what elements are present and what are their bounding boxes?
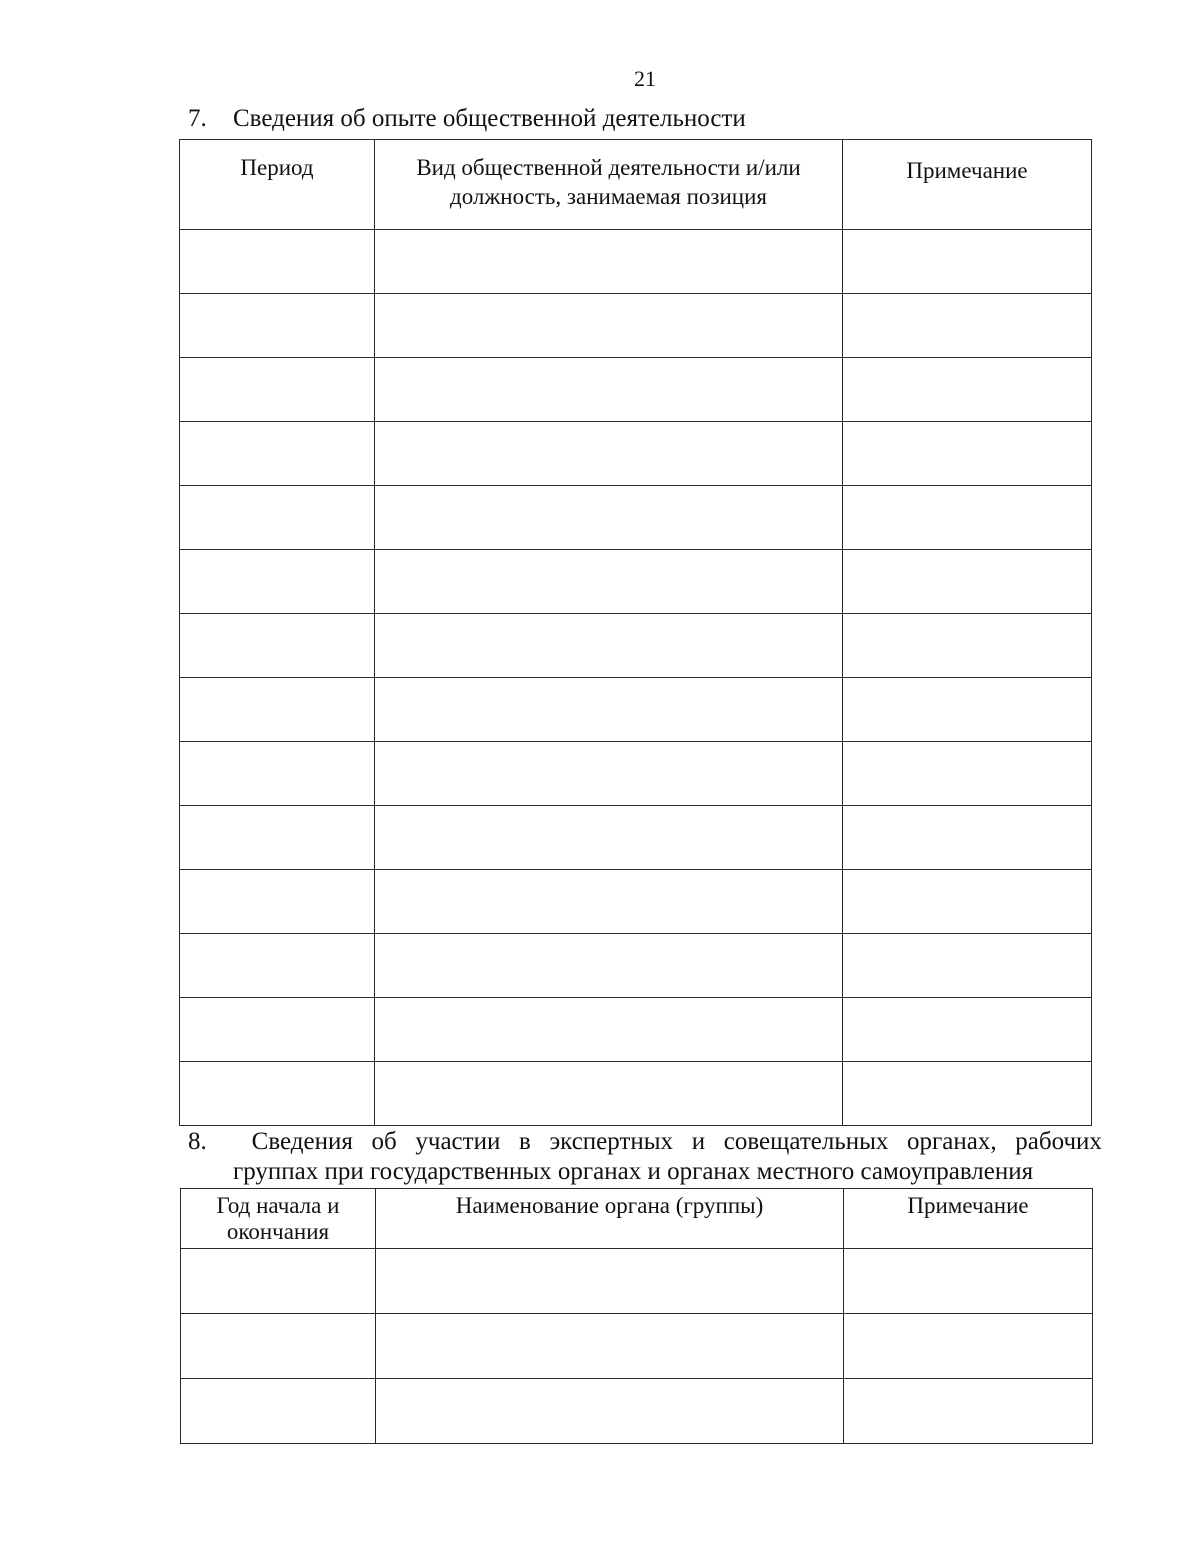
table-row <box>180 870 1092 934</box>
empty-period-cell[interactable] <box>180 294 375 358</box>
empty-note-cell[interactable] <box>843 742 1092 806</box>
empty-activity-cell[interactable] <box>376 1314 844 1379</box>
empty-period-cell[interactable] <box>180 870 375 934</box>
empty-note-cell[interactable] <box>843 614 1092 678</box>
table-row <box>180 934 1092 998</box>
table-row <box>180 614 1092 678</box>
expert-bodies-table-body <box>181 1249 1093 1444</box>
page-number: 21 <box>634 66 656 91</box>
empty-activity-cell[interactable] <box>375 550 843 614</box>
empty-period-cell[interactable] <box>180 678 375 742</box>
table-row <box>181 1379 1093 1444</box>
empty-note-cell[interactable] <box>844 1314 1093 1379</box>
social-activity-table <box>179 139 1092 1126</box>
section-8-title-word: Сведения <box>251 1128 353 1155</box>
section-7-title: Сведения об опыте общественной деятельности <box>233 105 746 132</box>
empty-period-cell[interactable] <box>180 1062 375 1126</box>
empty-activity-cell[interactable] <box>375 998 843 1062</box>
empty-note-cell[interactable] <box>843 998 1092 1062</box>
empty-activity-cell[interactable] <box>375 294 843 358</box>
section-8-title-word: участии <box>415 1128 501 1155</box>
empty-period-cell[interactable] <box>180 486 375 550</box>
empty-note-cell[interactable] <box>844 1249 1093 1314</box>
social-activity-table-body <box>180 230 1092 1126</box>
section-8-title-line-1 <box>188 1127 1102 1157</box>
empty-period-cell[interactable] <box>180 550 375 614</box>
empty-activity-cell[interactable] <box>375 486 843 550</box>
section-8-title-word: и <box>691 1128 706 1155</box>
empty-activity-cell[interactable] <box>375 934 843 998</box>
section-8-title-word: экспертных <box>549 1128 674 1155</box>
table-header-row <box>181 1189 1093 1249</box>
section-8-title-word: об <box>371 1128 397 1155</box>
table-row <box>180 998 1092 1062</box>
table-row <box>180 486 1092 550</box>
empty-period-cell[interactable] <box>181 1314 376 1379</box>
empty-note-cell[interactable] <box>843 230 1092 294</box>
section-8-heading <box>188 1127 1102 1187</box>
table-row <box>180 230 1092 294</box>
empty-activity-cell[interactable] <box>376 1379 844 1444</box>
empty-activity-cell[interactable] <box>375 742 843 806</box>
column-header-note: Примечание <box>843 140 1092 230</box>
empty-period-cell[interactable] <box>180 742 375 806</box>
empty-note-cell[interactable] <box>843 550 1092 614</box>
empty-activity-cell[interactable] <box>375 870 843 934</box>
section-8-title-word: рабочих <box>1015 1128 1102 1155</box>
table-row <box>180 1062 1092 1126</box>
empty-activity-cell[interactable] <box>375 358 843 422</box>
empty-period-cell[interactable] <box>180 998 375 1062</box>
table-row <box>180 550 1092 614</box>
empty-period-cell[interactable] <box>180 422 375 486</box>
empty-activity-cell[interactable] <box>375 806 843 870</box>
section-8-number: 8. <box>188 1128 207 1155</box>
empty-period-cell[interactable] <box>181 1379 376 1444</box>
column-header-period: Период <box>180 140 375 230</box>
empty-activity-cell[interactable] <box>375 1062 843 1126</box>
empty-note-cell[interactable] <box>843 486 1092 550</box>
empty-period-cell[interactable] <box>181 1249 376 1314</box>
empty-period-cell[interactable] <box>180 230 375 294</box>
column-header-years: Год начала и окончания <box>181 1189 376 1249</box>
empty-activity-cell[interactable] <box>375 230 843 294</box>
table-row <box>180 806 1092 870</box>
empty-activity-cell[interactable] <box>376 1249 844 1314</box>
table-row <box>180 358 1092 422</box>
empty-activity-cell[interactable] <box>375 614 843 678</box>
empty-period-cell[interactable] <box>180 934 375 998</box>
empty-note-cell[interactable] <box>843 870 1092 934</box>
column-header-body-name: Наименование органа (группы) <box>376 1189 844 1249</box>
empty-period-cell[interactable] <box>180 614 375 678</box>
empty-note-cell[interactable] <box>843 294 1092 358</box>
empty-period-cell[interactable] <box>180 806 375 870</box>
empty-period-cell[interactable] <box>180 358 375 422</box>
empty-activity-cell[interactable] <box>375 422 843 486</box>
section-8-title-word: в <box>518 1128 531 1155</box>
section-8-title-word: совещательных <box>723 1128 889 1155</box>
table-header-row <box>180 140 1092 230</box>
column-header-note: Примечание <box>844 1189 1093 1249</box>
empty-note-cell[interactable] <box>844 1379 1093 1444</box>
empty-note-cell[interactable] <box>843 422 1092 486</box>
table-row <box>180 742 1092 806</box>
section-7-number: 7. <box>188 105 207 132</box>
table-row <box>181 1249 1093 1314</box>
section-8-title-line-2: группах при государственных органах и органах местного самоуправления <box>233 1158 1034 1185</box>
expert-bodies-table <box>180 1188 1093 1444</box>
empty-note-cell[interactable] <box>843 934 1092 998</box>
column-header-activity: Вид общественной деятельности и/или должность, занимаемая позиция <box>375 140 843 230</box>
empty-note-cell[interactable] <box>843 678 1092 742</box>
empty-note-cell[interactable] <box>843 806 1092 870</box>
table-row <box>181 1314 1093 1379</box>
empty-note-cell[interactable] <box>843 1062 1092 1126</box>
empty-activity-cell[interactable] <box>375 678 843 742</box>
empty-note-cell[interactable] <box>843 358 1092 422</box>
table-row <box>180 294 1092 358</box>
section-8-title-word: органах, <box>907 1128 997 1155</box>
section-7-heading <box>188 104 746 134</box>
table-row <box>180 422 1092 486</box>
table-row <box>180 678 1092 742</box>
